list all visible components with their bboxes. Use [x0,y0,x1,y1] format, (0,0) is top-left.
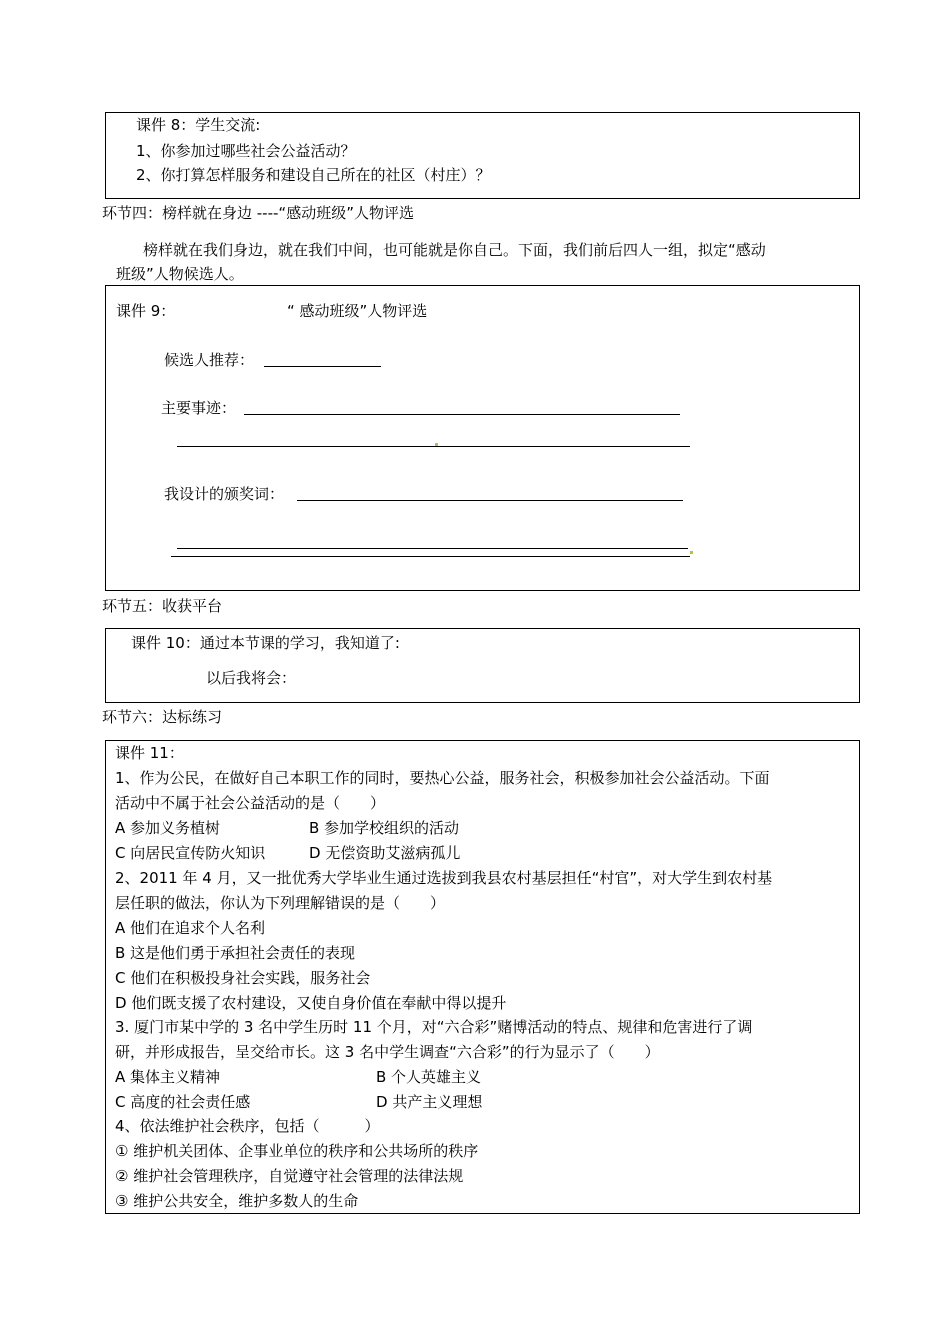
q2-line-1: 2、2011 年 4 月，又一批优秀大学毕业生通过选拔到我县农村基层担任“村官”，对大学生到农村基 [115,869,773,887]
courseware-8-question-2: 2、你打算怎样服务和建设自己所在的社区（村庄）？ [136,166,491,184]
q4-item-1: ① 维护机关团体、企事业单位的秩序和公共场所的秩序 [115,1142,479,1160]
award-speech-blank-line-2[interactable] [177,548,688,549]
section-4-heading: 环节四：榜样就在身边 ----“感动班级”人物评选 [102,204,414,222]
section-5-heading: 环节五：收获平台 [102,597,223,615]
q4-item-3: ③ 维护公共安全，维护多数人的生命 [115,1192,359,1210]
candidate-blank[interactable] [264,366,381,367]
courseware-8-question-1: 1、你参加过哪些社会公益活动？ [136,142,356,160]
q2-option-b: B 这是他们勇于承担社会责任的表现 [115,944,356,962]
section-4-paragraph-line-1: 榜样就在我们身边，就在我们中间，也可能就是你自己。下面，我们前后四人一组，拟定“感动 [143,241,766,259]
deeds-blank-line-1[interactable] [244,414,680,415]
section-4-paragraph-line-2: 班级”人物候选人。 [116,265,244,283]
decorative-dot [435,443,438,446]
q3-option-b: B 个人英雄主义 [376,1068,482,1086]
award-speech-blank-line-1[interactable] [297,500,683,501]
box-courseware-9 [105,285,860,591]
deeds-label: 主要事迹： [161,399,237,417]
award-speech-label: 我设计的颁奖词： [164,485,285,503]
courseware-9-title: “ 感动班级”人物评选 [287,302,428,320]
award-speech-blank-line-3[interactable] [171,556,690,557]
q2-option-c: C 他们在积极投身社会实践，服务社会 [115,969,371,987]
q4-line-1: 4、依法维护社会秩序，包括（ ） [115,1117,380,1135]
decorative-dot [690,551,693,554]
q1-line-1: 1、作为公民，在做好自己本职工作的同时，要热心公益，服务社会，积极参加社会公益活动。下面 [115,769,770,787]
q2-line-2: 层任职的做法，你认为下列理解错误的是（ ） [115,894,446,912]
deeds-blank-line-2[interactable] [177,446,690,447]
candidate-label: 候选人推荐： [164,351,255,369]
q1-option-a: A 参加义务植树 [115,819,221,837]
q1-line-2: 活动中不属于社会公益活动的是（ ） [115,794,386,812]
q3-line-1: 3. 厦门市某中学的 3 名中学生历时 11 个月，对“六合彩”赌博活动的特点、规律和危害进行了调 [115,1018,753,1036]
q2-option-d: D 他们既支援了农村建设，又使自身价值在奉献中得以提升 [115,994,507,1012]
courseware-9-label: 课件 9： [116,302,176,320]
q3-option-a: A 集体主义精神 [115,1068,221,1086]
section-6-heading: 环节六：达标练习 [102,708,223,726]
q4-item-2: ② 维护社会管理秩序，自觉遵守社会管理的法律法规 [115,1167,464,1185]
courseware-10-line-2: 以后我将会： [206,669,297,687]
courseware-10-line-1: 课件 10：通过本节课的学习，我知道了: [131,634,400,652]
courseware-8-title: 课件 8：学生交流: [136,116,261,134]
q3-option-c: C 高度的社会责任感 [115,1093,251,1111]
q1-option-d: D 无偿资助艾滋病孤儿 [309,844,461,862]
q1-option-b: B 参加学校组织的活动 [309,819,460,837]
q1-option-c: C 向居民宣传防火知识 [115,844,266,862]
q3-option-d: D 共产主义理想 [376,1093,483,1111]
q3-line-2: 研，并形成报告，呈交给市长。这 3 名中学生调查“六合彩”的行为显示了（ ） [115,1043,660,1061]
q2-option-a: A 他们在追求个人名利 [115,919,266,937]
courseware-11-label: 课件 11： [115,744,184,762]
